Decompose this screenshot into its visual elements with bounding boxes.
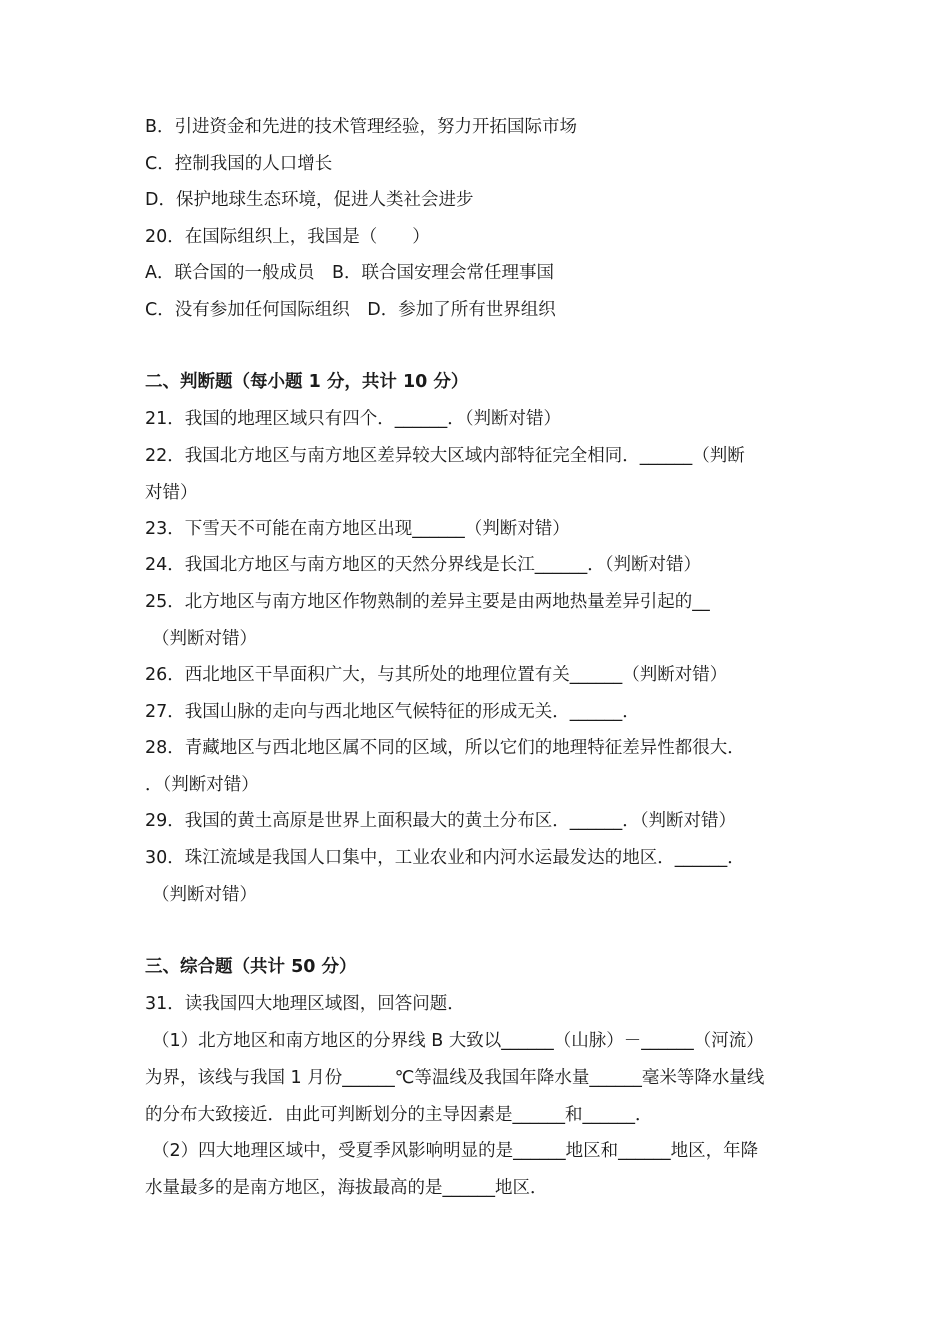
q30-line1: 30．珠江流域是我国人口集中，工业农业和内河水运最发达的地区．______． [145,848,745,868]
q22-line1: 22．我国北方地区与南方地区差异较大区域内部特征完全相同．______（判断 [145,446,745,466]
q28-line1: 28．青藏地区与西北地区属不同的区域，所以它们的地理特征差异性都很大． [145,738,745,758]
q24: 24．我国北方地区与南方地区的天然分界线是长江______．（判断对错） [145,555,702,575]
q20-options-ab: A．联合国的一般成员 B．联合国安理会常任理事国 [145,263,554,283]
q19-option-d: D．保护地球生态环境，促进人类社会进步 [145,190,474,210]
q28-line2: ．（判断对错） [145,775,259,795]
q23: 23．下雪天不可能在南方地区出现______（判断对错） [145,519,570,539]
q21: 21．我国的地理区域只有四个．______．（判断对错） [145,409,562,429]
section2-heading: 二、判断题（每小题 1 分，共计 10 分） [145,372,469,392]
q31-part1-line3: 的分布大致接近．由此可判断划分的主导因素是______和______． [145,1105,653,1125]
q20-stem: 20．在国际组织上，我国是（ ） [145,227,430,247]
q19-option-b: B．引进资金和先进的技术管理经验，努力开拓国际市场 [145,117,578,137]
q26: 26．西北地区干旱面积广大，与其所处的地理位置有关______（判断对错） [145,665,728,685]
q22-line2: 对错） [145,483,198,503]
q19-option-c: C．控制我国的人口增长 [145,154,333,174]
q30-line2: （判断对错） [152,885,257,905]
section3-heading: 三、综合题（共计 50 分） [145,957,357,977]
q31-part2-line1: （2）四大地理区域中，受夏季风影响明显的是______地区和______地区，年降 [152,1141,759,1161]
q31-part2-line2: 水量最多的是南方地区，海拔最高的是______地区． [145,1178,548,1198]
q20-options-cd: C．没有参加任何国际组织 D．参加了所有世界组织 [145,300,556,320]
q31-part1-line1: （1）北方地区和南方地区的分界线 B 大致以______（山脉）－______（河流） [152,1031,764,1051]
q25-line2: （判断对错） [152,629,257,649]
q29: 29．我国的黄土高原是世界上面积最大的黄土分布区．______．（判断对错） [145,811,737,831]
q31-stem: 31．读我国四大地理区域图，回答问题． [145,994,465,1014]
q27: 27．我国山脉的走向与西北地区气候特征的形成无关．______． [145,702,640,722]
q25-line1: 25．北方地区与南方地区作物熟制的差异主要是由两地热量差异引起的__ [145,592,710,612]
q31-part1-line2: 为界，该线与我国 1 月份______℃等温线及我国年降水量______毫米等降水量线 [145,1068,765,1088]
